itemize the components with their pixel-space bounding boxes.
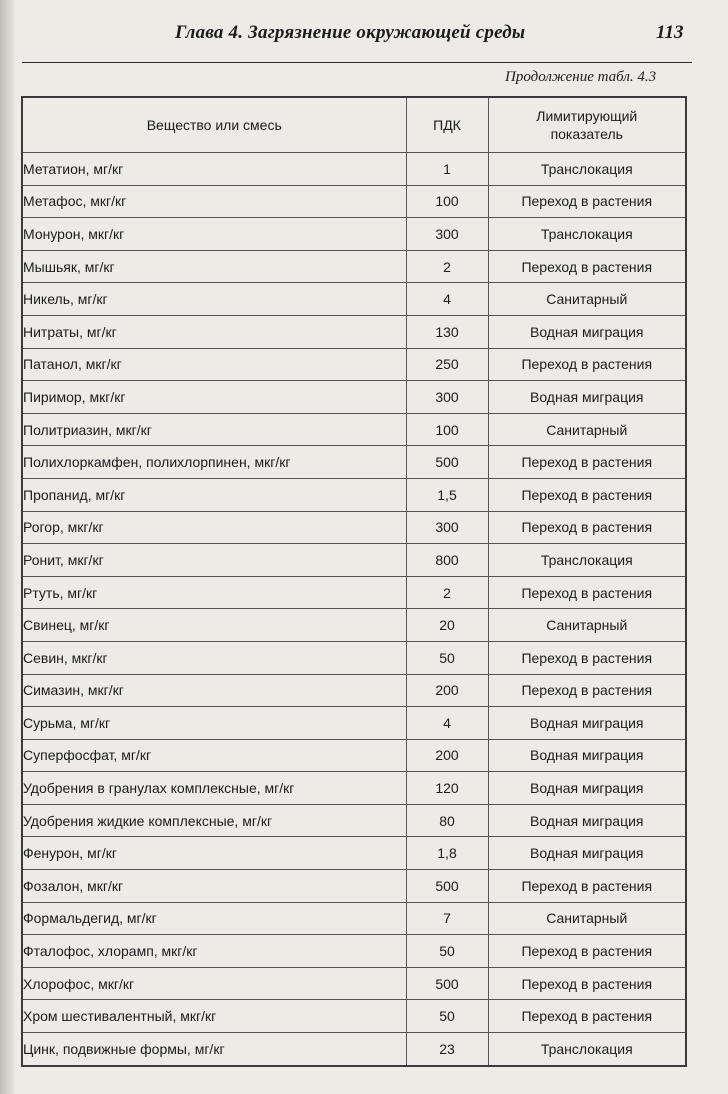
cell-pdk: 100 [406,413,488,446]
column-header-substance: Вещество или смесь [22,97,406,153]
cell-pdk: 500 [406,870,488,903]
table-row [22,576,686,609]
table-row [22,674,686,707]
page-number: 113 [656,22,684,43]
table-row [22,1000,686,1033]
cell-substance: Метафос, мкг/кг [22,185,406,218]
cell-substance: Удобрения в гранулах комплексные, мг/кг [22,772,406,805]
table-continuation-label: Продолжение табл. 4.3 [505,69,657,85]
cell-pdk: 1 [406,153,488,186]
cell-pdk: 4 [406,707,488,740]
cell-limit: Санитарный [488,609,686,642]
table-row [22,967,686,1000]
cell-pdk: 23 [406,1033,488,1066]
table-body [22,153,686,1066]
cell-substance: Фталофос, хлорамп, мкг/кг [22,935,406,968]
cell-limit: Переход в растения [488,250,686,283]
header-rule [22,62,692,63]
table-row [22,609,686,642]
cell-pdk: 4 [406,283,488,316]
table-row [22,902,686,935]
cell-limit: Переход в растения [488,641,686,674]
cell-pdk: 50 [406,935,488,968]
cell-substance: Политриазин, мкг/кг [22,413,406,446]
cell-substance: Пропанид, мг/кг [22,478,406,511]
cell-limit: Водная миграция [488,707,686,740]
cell-pdk: 50 [406,1000,488,1033]
cell-substance: Фенурон, мг/кг [22,837,406,870]
cell-substance: Полихлоркамфен, полихлорпинен, мкг/кг [22,446,406,479]
cell-substance: Севин, мкг/кг [22,641,406,674]
cell-substance: Монурон, мкг/кг [22,218,406,251]
cell-pdk: 7 [406,902,488,935]
table-row [22,772,686,805]
cell-pdk: 50 [406,641,488,674]
cell-limit: Водная миграция [488,804,686,837]
chapter-title: Глава 4. Загрязнение окружающей среды [175,22,526,43]
cell-substance: Ронит, мкг/кг [22,544,406,577]
table-row [22,544,686,577]
cell-limit: Переход в растения [488,185,686,218]
cell-pdk: 2 [406,576,488,609]
cell-pdk: 80 [406,804,488,837]
cell-limit: Переход в растения [488,935,686,968]
cell-limit: Водная миграция [488,381,686,414]
cell-pdk: 200 [406,739,488,772]
cell-pdk: 120 [406,772,488,805]
cell-substance: Пиримор, мкг/кг [22,381,406,414]
table-row [22,218,686,251]
cell-limit: Переход в растения [488,478,686,511]
cell-pdk: 100 [406,185,488,218]
table-row [22,837,686,870]
cell-limit: Санитарный [488,902,686,935]
cell-pdk: 500 [406,967,488,1000]
cell-substance: Хром шестивалентный, мкг/кг [22,1000,406,1033]
table-row [22,1033,686,1066]
cell-substance: Хлорофос, мкг/кг [22,967,406,1000]
table-header-row [22,97,686,153]
table-row [22,250,686,283]
cell-substance: Нитраты, мг/кг [22,315,406,348]
cell-limit: Переход в растения [488,674,686,707]
cell-substance: Цинк, подвижные формы, мг/кг [22,1033,406,1066]
table-row [22,870,686,903]
cell-limit: Транслокация [488,544,686,577]
cell-substance: Сурьма, мг/кг [22,707,406,740]
cell-substance: Патанол, мкг/кг [22,348,406,381]
cell-substance: Симазин, мкг/кг [22,674,406,707]
table-row [22,283,686,316]
cell-limit: Водная миграция [488,739,686,772]
cell-pdk: 130 [406,315,488,348]
cell-substance: Фозалон, мкг/кг [22,870,406,903]
running-header [0,16,728,52]
cell-pdk: 200 [406,674,488,707]
cell-limit: Переход в растения [488,967,686,1000]
cell-pdk: 300 [406,511,488,544]
cell-substance: Мышьяк, мг/кг [22,250,406,283]
cell-pdk: 500 [406,446,488,479]
cell-limit: Транслокация [488,218,686,251]
table-row [22,935,686,968]
table-row [22,478,686,511]
cell-limit: Водная миграция [488,772,686,805]
cell-limit: Переход в растения [488,576,686,609]
cell-substance: Суперфосфат, мг/кг [22,739,406,772]
cell-substance: Ртуть, мг/кг [22,576,406,609]
column-header-limit: Лимитирующий показатель [488,97,686,153]
cell-substance: Формальдегид, мг/кг [22,902,406,935]
table-row [22,153,686,186]
cell-substance: Метатион, мг/кг [22,153,406,186]
cell-limit: Водная миграция [488,837,686,870]
table-row [22,804,686,837]
table-row [22,315,686,348]
cell-pdk: 300 [406,218,488,251]
cell-substance: Рогор, мкг/кг [22,511,406,544]
table-row [22,413,686,446]
cell-substance: Никель, мг/кг [22,283,406,316]
cell-limit: Переход в растения [488,446,686,479]
cell-substance: Удобрения жидкие комплексные, мг/кг [22,804,406,837]
table-row [22,185,686,218]
cell-pdk: 250 [406,348,488,381]
cell-pdk: 2 [406,250,488,283]
table-row [22,739,686,772]
table-row [22,641,686,674]
column-header-pdk: ПДК [406,97,488,153]
cell-pdk: 300 [406,381,488,414]
table-row [22,707,686,740]
cell-limit: Транслокация [488,153,686,186]
cell-limit: Водная миграция [488,315,686,348]
cell-limit: Санитарный [488,413,686,446]
table-row [22,511,686,544]
pdk-table [21,96,687,1067]
table-row [22,348,686,381]
page-edge-shadow [0,0,14,1094]
table-row [22,381,686,414]
cell-limit: Санитарный [488,283,686,316]
cell-limit: Переход в растения [488,870,686,903]
table-row [22,446,686,479]
cell-limit: Переход в растения [488,1000,686,1033]
cell-limit: Переход в растения [488,511,686,544]
cell-pdk: 20 [406,609,488,642]
cell-pdk: 1,5 [406,478,488,511]
cell-limit: Транслокация [488,1033,686,1066]
cell-pdk: 1,8 [406,837,488,870]
cell-limit: Переход в растения [488,348,686,381]
cell-substance: Свинец, мг/кг [22,609,406,642]
cell-pdk: 800 [406,544,488,577]
